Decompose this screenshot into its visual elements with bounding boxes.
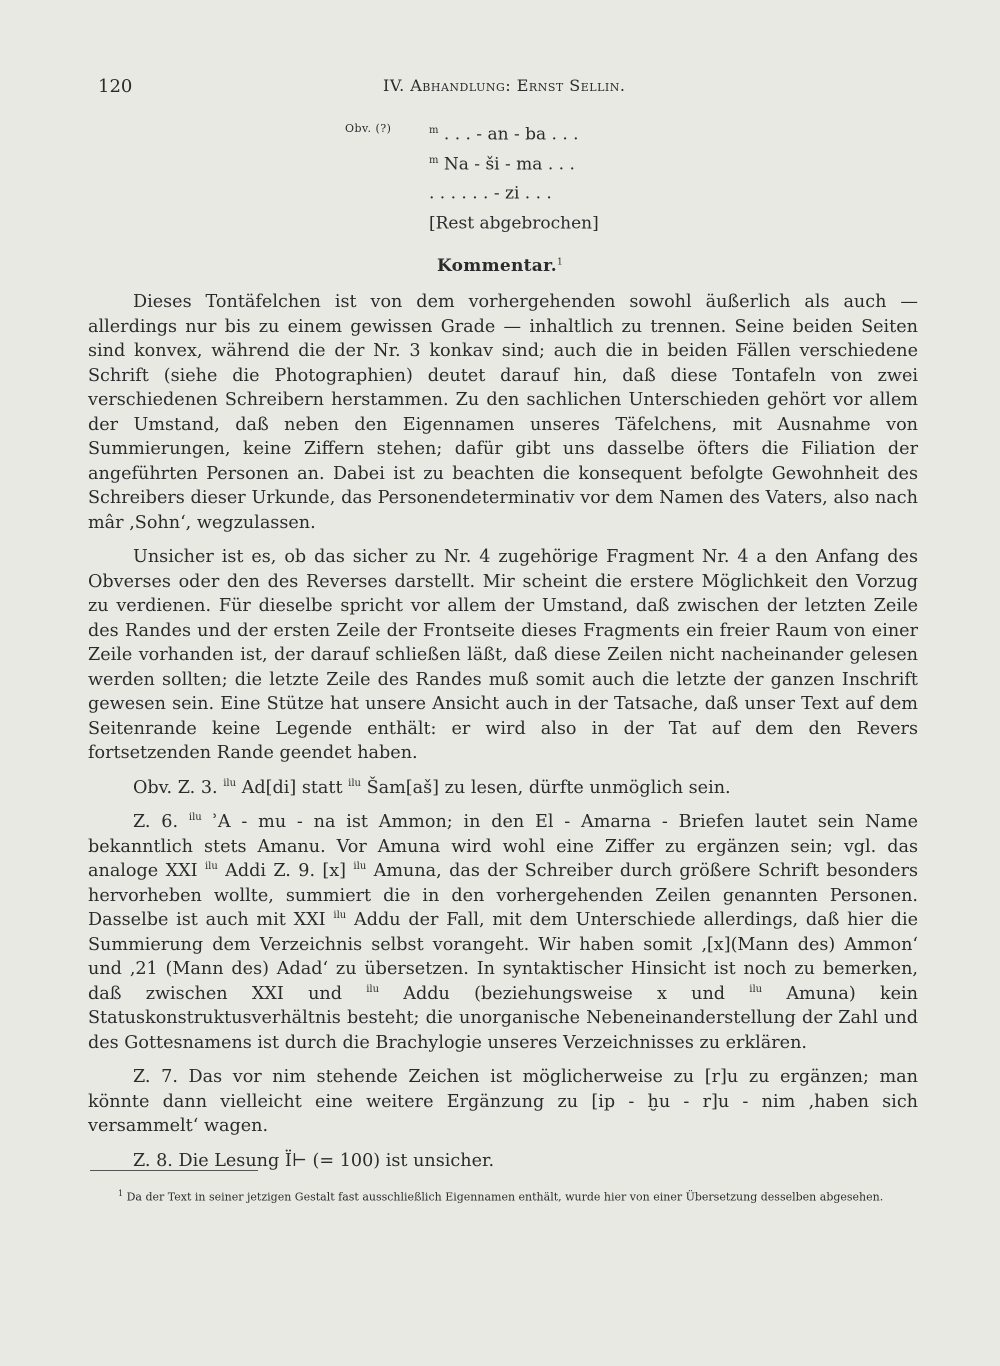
paragraph-text: Z. 8. Die Lesung bbox=[133, 1150, 285, 1171]
paragraph-text: Addi Z. 9. [x] bbox=[217, 861, 354, 881]
paragraph-text: Obv. Z. 3. bbox=[133, 777, 224, 798]
divine-determinative: ilu bbox=[188, 812, 202, 824]
paragraph-text: Addu der Fall, mit dem Unterschiede allerdings, daß hier die Summierung dem Verzeichnis selbst vorangeht. Wir haben somit ‚[x](Mann des) Ammon‘ und ‚21 (Mann des) Adad‘ zu übersetzen. In syntaktischer Hinsicht ist noch zu bemerken, daß zwischen XXI und bbox=[88, 910, 918, 1004]
obverse-label: Obv. (?) bbox=[345, 122, 392, 135]
obverse-line-text: Na - ši - ma . . . bbox=[438, 154, 575, 175]
commentary-paragraph bbox=[88, 290, 918, 535]
footnote-text: Da der Text in seiner jetzigen Gestalt fast ausschließlich Eigennamen enthält, wurde hier von einer Übersetzung desselben abgesehen. bbox=[126, 1190, 884, 1204]
obverse-line bbox=[429, 118, 599, 148]
paragraph-text: Ad[di] statt bbox=[236, 777, 349, 798]
footnote-marker: 1 bbox=[557, 257, 564, 268]
paragraph-text: Addu (beziehungsweise x und bbox=[379, 983, 750, 1004]
paragraph-text: Z. 6. bbox=[133, 812, 189, 832]
obverse-line-text: [Rest abgebrochen] bbox=[429, 213, 599, 234]
paragraph-text: Unsicher ist es, ob das sicher zu Nr. 4 zugehörige Fragment Nr. 4 a den Anfang des Obverses oder den des Reverses darstellt. Mir scheint die erstere Möglichkeit den Vorzug zu verdienen. Für dieselbe spricht vor allem der Umstand, daß zwischen der letzten Zeile des Randes und der ersten Zeile der Frontseite dieses Fragments ein freier Raum von einer Zeile vorhanden ist, der darauf schließen läßt, daß diese Zeilen nicht nacheinander gelesen werden sollten; die letzte Zeile des Randes muß somit auch die letzte der ganzen Inschrift gewesen sein. Eine Stütze hat unsere Ansicht auch in der Tatsache, daß unser Text auf dem Seitenrande keine Legende enthält: er wird also in der Tat auf dem den Revers fortsetzenden Rande geendet haben. bbox=[88, 547, 918, 763]
commentary-paragraph bbox=[88, 545, 918, 766]
paragraph-text: Z. 7. Das vor nim stehende Zeichen ist möglicherweise zu [r]u zu ergänzen; man könnte dann vielleicht eine weitere Ergänzung zu [ip - ḫu - r]u - nim ‚haben sich versammelt‘ wagen. bbox=[88, 1067, 918, 1136]
divine-determinative: ilu bbox=[333, 910, 347, 922]
determinative: m bbox=[429, 125, 439, 136]
obverse-line-text: . . . - an - ba . . . bbox=[438, 124, 579, 145]
obverse-line bbox=[429, 177, 599, 207]
commentary-paragraph bbox=[88, 810, 918, 1055]
paragraph-text: Šam[aš] zu lesen, dürfte unmöglich sein. bbox=[360, 777, 731, 798]
determinative: m bbox=[429, 154, 439, 166]
paragraph-text: Amuna, das der Schreiber durch größere Schrift besonders hervorheben wollte, summiert die in den vorhergehenden Zeilen genannten Personen. Dasselbe ist auch mit XXI bbox=[88, 861, 919, 930]
paragraph-text: ʾA - mu - na ist Ammon; in den El - Amarna - Briefen lautet sein Name bekanntlich stets Amanu. Vor Amuna wird wohl eine Ziffer zu ergänzen sein; vgl. das analoge XXI bbox=[88, 812, 919, 881]
divine-determinative: ilu bbox=[348, 777, 361, 789]
footnote-number: 1 bbox=[118, 1189, 124, 1198]
obverse-line bbox=[429, 148, 599, 178]
divine-determinative: ilu bbox=[366, 983, 380, 995]
commentary-body bbox=[88, 290, 918, 1183]
divine-determinative: ilu bbox=[749, 983, 763, 995]
footnote-divider bbox=[90, 1170, 258, 1171]
obverse-line-text: . . . . . . - zi . . . bbox=[429, 183, 552, 204]
divine-determinative: ilu bbox=[223, 777, 237, 789]
obverse-lines bbox=[429, 118, 599, 237]
paragraph-text: Dieses Tontäfelchen ist von dem vorhergehenden sowohl äußerlich als auch — allerdings nur bis zu einem gewissen Grade — inhaltlich zu trennen. Seine beiden Seiten sind konvex, während die der Nr. 3 konkav sind; auch die in beiden Fällen verschiedene Schrift (siehe die Photographien) deutet darauf hin, daß diese Tontafeln von zwei verschiedenen Schreibern herstammen. Zu den sachlichen Unterschieden gehört vor allem der Umstand, daß neben den Eigennamen unseres Täfelchens, mit Ausnahme von Summierungen, keine Ziffern stehen; dafür gibt uns dasselbe öfters die Filiation der angeführten Personen an. Dabei ist zu beachten die konsequent befolgte Gewohnheit des Schreibers dieser Urkunde, das Personendeterminativ vor dem Namen des Vaters, also nach mâr ‚Sohn‘, wegzulassen. bbox=[88, 292, 918, 533]
paragraph-text: Ï⊢ bbox=[284, 1150, 307, 1171]
section-title bbox=[0, 256, 1000, 276]
running-head: IV. Abhandlung: Ernst Sellin. bbox=[383, 76, 626, 95]
commentary-paragraph bbox=[88, 1065, 918, 1139]
divine-determinative: ilu bbox=[204, 861, 218, 873]
paragraph-text: Amuna) kein Statuskonstruktusverhältnis besteht; die unorganische Nebeneinanderstellung der Zahl und des Gottesnamens ist durch die Brachylogie unseres Verzeichnisses zu erklären. bbox=[88, 983, 919, 1053]
section-title-text: Kommentar. bbox=[436, 256, 558, 276]
obverse-line bbox=[429, 207, 599, 237]
commentary-paragraph bbox=[88, 776, 918, 801]
page-number: 120 bbox=[98, 76, 133, 97]
page-header bbox=[98, 76, 920, 102]
footnote bbox=[118, 1186, 918, 1205]
divine-determinative: ilu bbox=[353, 861, 367, 873]
paragraph-text: (= 100) ist unsicher. bbox=[306, 1150, 495, 1171]
